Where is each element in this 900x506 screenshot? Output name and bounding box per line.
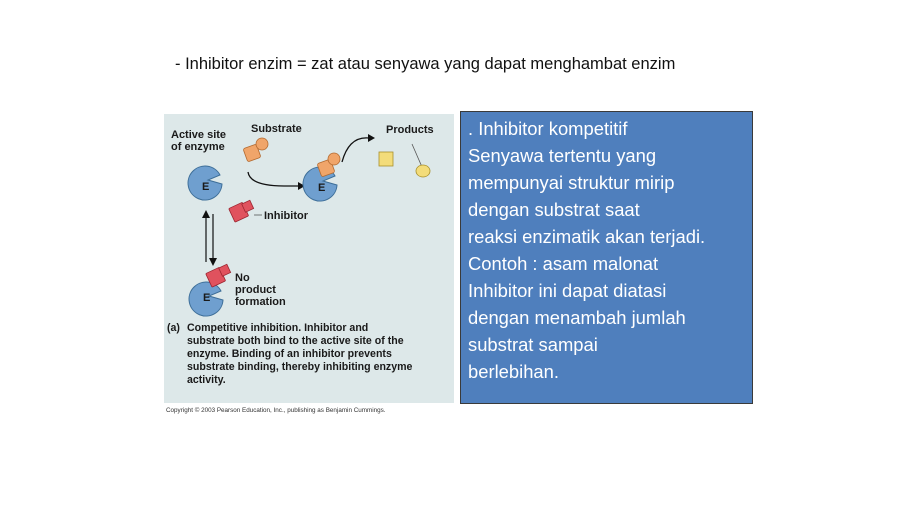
text-line: Inhibitor ini dapat diatasi — [468, 280, 667, 301]
enzyme-letter: E — [203, 292, 211, 304]
inhibitor-shape — [229, 200, 262, 222]
enzyme-letter: E — [202, 181, 210, 193]
caption-tag: (a) — [167, 322, 180, 334]
text-line: dengan menambah jumlah — [468, 307, 686, 328]
active-site-label: Active site of enzyme — [171, 129, 227, 153]
products-label: Products — [386, 124, 434, 136]
text-line: mempunyai struktur mirip — [468, 172, 675, 193]
products-shapes — [379, 144, 430, 177]
competitive-inhibition-figure — [164, 114, 454, 403]
enzyme-letter: E — [318, 182, 326, 194]
text-line: substrat sampai — [468, 334, 598, 355]
competitive-inhibitor-text-box — [460, 111, 753, 404]
slide-heading: - Inhibitor enzim = zat atau senyawa yang dapat menghambat enzim — [175, 55, 676, 73]
substrate-label: Substrate — [251, 123, 302, 135]
reversible-arrows — [202, 210, 217, 266]
substrate-shape — [243, 138, 268, 162]
text-line: Contoh : asam malonat — [468, 253, 659, 274]
inhibitor-label: Inhibitor — [264, 210, 308, 222]
no-product-label: No product formation — [235, 272, 286, 308]
binding-arrow — [248, 172, 298, 186]
text-line: dengan substrat saat — [468, 199, 640, 220]
figure-caption: (a) Competitive inhibition. Inhibitor and substrate both bind to the active site of the enzyme. Binding of an inhibitor prevents substrate binding, thereby inhibiting enzyme activity. — [167, 322, 413, 386]
copyright-notice: Copyright © 2003 Pearson Education, Inc., publishing as Benjamin Cummings. — [166, 407, 386, 414]
text-line: reaksi enzimatik akan terjadi. — [468, 226, 706, 247]
enzyme-inhibitor-complex — [189, 264, 231, 316]
release-arrow — [342, 138, 369, 162]
text-line: berlebihan. — [468, 361, 560, 382]
text-line: Senyawa tertentu yang — [468, 145, 657, 166]
text-line: . Inhibitor kompetitif — [468, 118, 628, 139]
